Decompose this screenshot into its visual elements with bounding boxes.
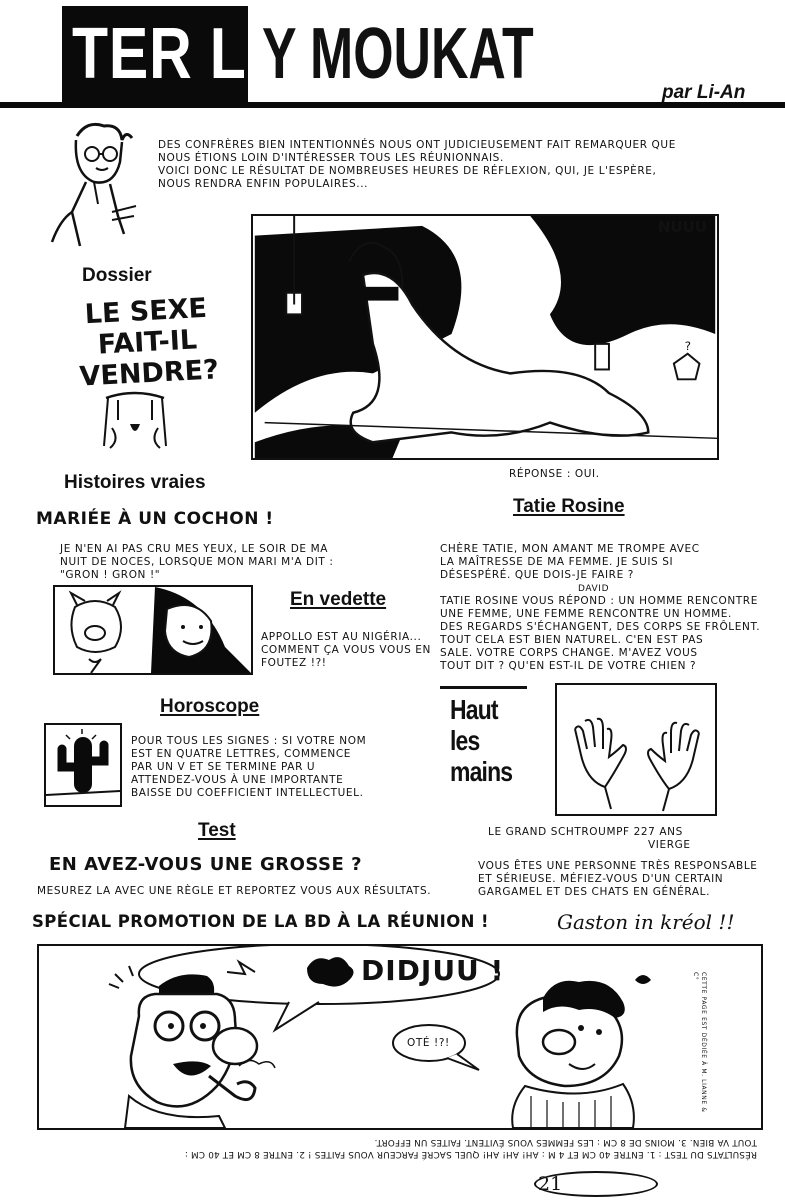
- dossier-answer: RÉPONSE : OUI.: [509, 468, 600, 480]
- histoires-heading: Histoires vraies: [64, 472, 206, 493]
- histoires-line: NUIT DE NOCES, LORSQUE MON MARI M'A DIT :: [60, 556, 334, 568]
- test-heading: Test: [198, 820, 236, 841]
- dossier-title: [53, 291, 243, 394]
- horoscope-heading: Horoscope: [160, 696, 260, 717]
- histoires-line: "GRON ! GRON !": [60, 569, 161, 581]
- tatie-letter-line: CHÈRE TATIE, MON AMANT ME TROMPE AVEC: [440, 543, 700, 555]
- tatie-reply: [440, 595, 780, 673]
- dossier-panel: [251, 214, 719, 460]
- byline: par Li-An: [662, 82, 746, 103]
- horoscope-line: PAR UN V ET SE TERMINE PAR U: [131, 761, 316, 773]
- test-text: MESUREZ LA AVEC UNE RÈGLE ET REPORTEZ VOUS AUX RÉSULTATS.: [37, 885, 432, 897]
- vedette-line: FOUTEZ !?!: [261, 657, 327, 669]
- results-block: [32, 1136, 757, 1160]
- intro-line: VOICI DONC LE RÉSULTAT DE NOMBREUSES HEURES DE RÉFLEXION, QUI, JE L'ESPÈRE,: [158, 165, 657, 177]
- haut-caption-line: VIERGE: [648, 839, 691, 851]
- intro-line: NOUS RENDRA ENFIN POPULAIRES...: [158, 178, 369, 190]
- haut-title-line: les: [450, 725, 480, 756]
- tatie-letter-line: LA MAÎTRESSE DE MA FEMME. JE SUIS SI: [440, 556, 674, 568]
- results-line: TOUT VA BIEN. 3. MOINS DE 8 CM : LES FEMMES VOUS ÉVITENT. FAITES UN EFFORT.: [374, 1137, 757, 1147]
- garter-illustration: [100, 390, 170, 450]
- test-title: EN AVEZ-VOUS UNE GROSSE ?: [49, 854, 363, 875]
- author-caricature: [42, 116, 142, 248]
- tatie-reply-line: SALE. VOTRE CORPS CHANGE. M'AVEZ VOUS: [440, 647, 698, 659]
- haut-caption-line: LE GRAND SCHTROUMPF 227 ANS: [488, 826, 683, 838]
- gaston-panel: [37, 944, 763, 1130]
- vedette-line: COMMENT ÇA VOUS VOUS EN: [261, 644, 431, 656]
- tatie-reply-line: TATIE ROSINE VOUS RÉPOND : UN HOMME RENCONTRE: [440, 595, 758, 607]
- haut-line: GARGAMEL ET DES CHATS EN GÉNÉRAL.: [478, 886, 711, 898]
- haut-title: [450, 694, 512, 787]
- horoscope-line: ATTENDEZ-VOUS À UNE IMPORTANTE: [131, 774, 344, 786]
- tatie-reply-line: DES REGARDS S'ÉCHANGENT, DES CORPS SE FRÔLENT.: [440, 621, 761, 633]
- haut-title-line: mains: [450, 756, 513, 787]
- horoscope-line: BAISSE DU COEFFICIENT INTELLECTUEL.: [131, 787, 364, 799]
- histoires-text: [60, 543, 360, 582]
- tatie-reply-line: TOUT DIT ? QU'EN EST-IL DE VOTRE CHIEN ?: [440, 660, 697, 672]
- dossier-title-line: LE SEXE: [84, 292, 208, 331]
- bubble-left-text: DIDJUU !: [361, 954, 505, 987]
- tatie-letter: [440, 543, 780, 582]
- intro-line: NOUS ÉTIONS LOIN D'INTÉRESSER TOUS LES RÉUNIONNAIS.: [158, 152, 504, 164]
- cactus-panel: [44, 723, 122, 807]
- tatie-signature: DAVID: [578, 584, 610, 594]
- side-note: CETTE PAGE EST DÉDIÉE À M. LIANNE & C°: [692, 972, 707, 1113]
- hands-panel: [555, 683, 717, 816]
- title-boxed: TER LA: [72, 14, 291, 94]
- vedette-line: APPOLLO EST AU NIGÉRIA...: [261, 631, 422, 643]
- svg-text:?: ?: [684, 338, 691, 353]
- haut-rule: [440, 686, 527, 689]
- histoires-line: JE N'EN AI PAS CRU MES YEUX, LE SOIR DE MA: [60, 543, 329, 555]
- header: [0, 0, 785, 120]
- histoires-title: MARIÉE À UN COCHON !: [36, 509, 274, 529]
- results-line: RÉSULTATS DU TEST : 1. ENTRE 40 CM ET 4 M : AH! AH! AH! QUEL SACRÉ FARCEUR VOUS FAITES ! 2. ENTRE 8 CM ET 40 CM :: [184, 1149, 757, 1159]
- dossier-heading: Dossier: [82, 265, 152, 286]
- bubble-right-text: OTÉ !?!: [407, 1037, 450, 1049]
- intro-line: DES CONFRÈRES BIEN INTENTIONNÉS NOUS ONT JUDICIEUSEMENT FAIT REMARQUER QUE: [158, 139, 676, 151]
- vedette-text: [261, 631, 441, 670]
- tatie-letter-line: DÉSESPÉRÉ. QUE DOIS-JE FAIRE ?: [440, 569, 634, 581]
- page-number: 21: [538, 1173, 563, 1195]
- horoscope-text: [131, 735, 411, 800]
- promo-title: SPÉCIAL PROMOTION DE LA BD À LA RÉUNION !: [32, 912, 489, 931]
- panel-sfx: NUUU: [657, 218, 707, 236]
- dossier-title-line: FAIT-IL: [97, 324, 198, 361]
- title-rest: Y MOUKAT: [262, 14, 534, 94]
- promo-subtitle: Gaston in kréol !!: [557, 910, 735, 934]
- pig-wedding-panel: [53, 585, 253, 675]
- haut-line: VOUS ÊTES UNE PERSONNE TRÈS RESPONSABLE: [478, 860, 758, 872]
- dossier-title-line: VENDRE?: [78, 354, 220, 393]
- intro-text: [158, 139, 758, 191]
- haut-title-line: Haut: [450, 694, 498, 725]
- tatie-reply-line: UNE FEMME, UNE FEMME RENCONTRE UN HOMME.: [440, 608, 732, 620]
- haut-text: [478, 860, 778, 899]
- vedette-heading: En vedette: [290, 589, 387, 610]
- tatie-reply-line: TOUT CELA EST BIEN NATUREL. C'EN EST PAS: [440, 634, 704, 646]
- haut-caption: [488, 826, 768, 852]
- horoscope-line: POUR TOUS LES SIGNES : SI VOTRE NOM: [131, 735, 367, 747]
- haut-line: ET SÉRIEUSE. MÉFIEZ-VOUS D'UN CERTAIN: [478, 873, 724, 885]
- horoscope-line: EST EN QUATRE LETTRES, COMMENCE: [131, 748, 352, 760]
- tatie-heading: Tatie Rosine: [513, 496, 625, 517]
